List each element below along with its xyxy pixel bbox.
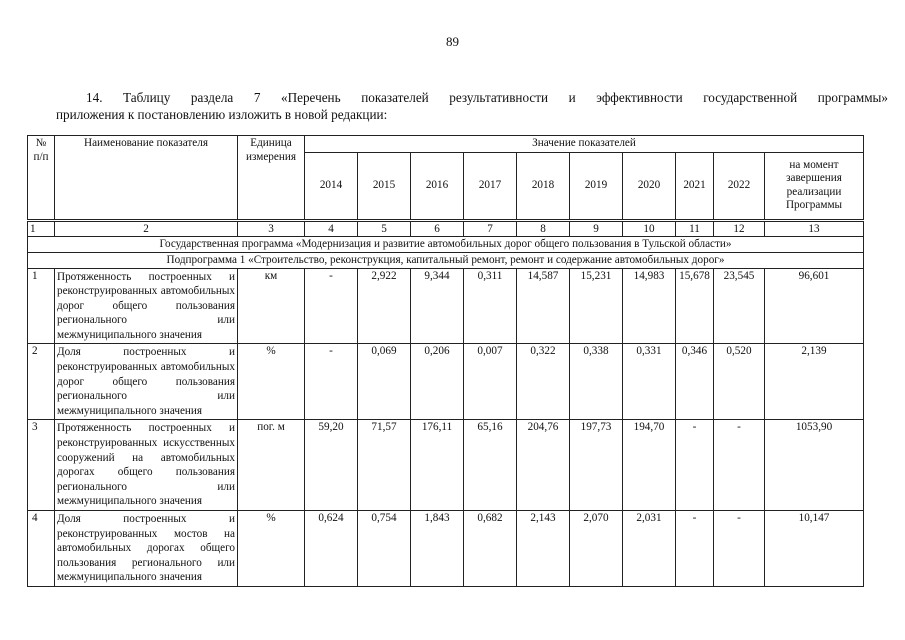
header-year: 2014 xyxy=(305,152,358,220)
value-cell: 2,922 xyxy=(358,268,411,344)
program-title-row xyxy=(28,236,864,252)
header-unit: Единица измерения xyxy=(238,136,305,221)
value-cell: 2,031 xyxy=(623,511,676,587)
final-value: 10,147 xyxy=(765,511,864,587)
indicator-name xyxy=(55,344,238,420)
indicator-name-first: Протяженность построенных и xyxy=(57,270,235,283)
header-values-group: Значение показателей xyxy=(305,136,864,153)
indicator-name xyxy=(55,511,238,587)
table-row xyxy=(28,344,864,420)
column-number: 1 xyxy=(28,220,55,236)
indicator-name-first: Протяженность построенных и xyxy=(57,422,235,435)
table-row xyxy=(28,511,864,587)
final-value: 96,601 xyxy=(765,268,864,344)
header-year: 2020 xyxy=(623,152,676,220)
indicators-table xyxy=(27,135,864,587)
indicator-name xyxy=(55,268,238,344)
column-number: 10 xyxy=(623,220,676,236)
header-name: Наименование показателя xyxy=(55,136,238,221)
header-year: 2021 xyxy=(676,152,714,220)
column-number: 12 xyxy=(714,220,765,236)
header-year: 2015 xyxy=(358,152,411,220)
indicator-name-rest: реконструированных искусственных сооружений на автомобильных дорогах общего пользования регионального или межмуниципального значения xyxy=(57,437,235,508)
program-title: Государственная программа «Модернизация и развитие автомобильных дорог общего пользования в Тульской области» xyxy=(28,236,864,252)
value-cell: 0,311 xyxy=(464,268,517,344)
value-cell: 194,70 xyxy=(623,420,676,511)
column-number: 4 xyxy=(305,220,358,236)
column-number: 5 xyxy=(358,220,411,236)
table-row xyxy=(28,420,864,511)
unit: % xyxy=(238,511,305,587)
header-year: 2019 xyxy=(570,152,623,220)
value-cell: 197,73 xyxy=(570,420,623,511)
value-cell: 0,338 xyxy=(570,344,623,420)
column-number: 7 xyxy=(464,220,517,236)
subprogram-title: Подпрограмма 1 «Строительство, реконструкция, капитальный ремонт, ремонт и содержание автомобильных дорог» xyxy=(28,252,864,268)
unit: % xyxy=(238,344,305,420)
value-cell: 0,624 xyxy=(305,511,358,587)
value-cell: - xyxy=(305,344,358,420)
table-row xyxy=(28,268,864,344)
intro-line-2: приложения к постановлению изложить в новой редакции: xyxy=(56,107,388,122)
value-cell: 176,11 xyxy=(411,420,464,511)
indicator-name-first: Доля построенных и xyxy=(57,346,235,359)
indicator-name xyxy=(55,420,238,511)
value-cell: 0,206 xyxy=(411,344,464,420)
value-cell: 0,007 xyxy=(464,344,517,420)
subprogram-title-row xyxy=(28,252,864,268)
header-num: № п/п xyxy=(28,136,55,221)
indicator-name-rest: реконструированных автомобильных дорог общего пользования регионального или межмуниципального значения xyxy=(57,361,235,417)
value-cell: 0,682 xyxy=(464,511,517,587)
value-cell: 0,346 xyxy=(676,344,714,420)
column-number: 2 xyxy=(55,220,238,236)
row-number: 4 xyxy=(28,511,55,587)
value-cell: 14,983 xyxy=(623,268,676,344)
value-cell: 2,143 xyxy=(517,511,570,587)
indicator-name-first: Доля построенных и xyxy=(57,513,235,525)
value-cell: 65,16 xyxy=(464,420,517,511)
unit: км xyxy=(238,268,305,344)
row-number: 2 xyxy=(28,344,55,420)
unit: пог. м xyxy=(238,420,305,511)
header-year: 2016 xyxy=(411,152,464,220)
value-cell: 0,331 xyxy=(623,344,676,420)
header-year: 2017 xyxy=(464,152,517,220)
column-number: 11 xyxy=(676,220,714,236)
value-cell: 0,520 xyxy=(714,344,765,420)
header-row-1 xyxy=(28,136,864,153)
row-number: 3 xyxy=(28,420,55,511)
value-cell: - xyxy=(676,420,714,511)
value-cell: 1,843 xyxy=(411,511,464,587)
column-numbers-row xyxy=(28,220,864,236)
value-cell: 0,322 xyxy=(517,344,570,420)
value-cell: 59,20 xyxy=(305,420,358,511)
value-cell: - xyxy=(305,268,358,344)
column-number: 6 xyxy=(411,220,464,236)
value-cell: 15,231 xyxy=(570,268,623,344)
intro-line-1: 14. Таблицу раздела 7 «Перечень показателей результативности и эффективности государственной программы» xyxy=(86,90,888,105)
value-cell: - xyxy=(676,511,714,587)
value-cell: 0,069 xyxy=(358,344,411,420)
value-cell: - xyxy=(714,420,765,511)
header-year: 2018 xyxy=(517,152,570,220)
page-number: 89 xyxy=(446,34,459,49)
indicator-name-rest: реконструированных автомобильных дорог общего пользования регионального или межмуниципального значения xyxy=(57,285,235,341)
header-final: на момент завершения реализации Программы xyxy=(765,152,864,220)
final-value: 1053,90 xyxy=(765,420,864,511)
header-year: 2022 xyxy=(714,152,765,220)
indicator-name-rest: реконструированных мостов на автомобильных дорогах общего пользования регионального или межмуниципального значения xyxy=(57,527,235,584)
column-number: 13 xyxy=(765,220,864,236)
value-cell: 2,070 xyxy=(570,511,623,587)
value-cell: 0,754 xyxy=(358,511,411,587)
column-number: 8 xyxy=(517,220,570,236)
value-cell: 9,344 xyxy=(411,268,464,344)
column-number: 3 xyxy=(238,220,305,236)
value-cell: 71,57 xyxy=(358,420,411,511)
row-number: 1 xyxy=(28,268,55,344)
value-cell: 23,545 xyxy=(714,268,765,344)
value-cell: - xyxy=(714,511,765,587)
intro-paragraph xyxy=(56,89,888,123)
value-cell: 15,678 xyxy=(676,268,714,344)
final-value: 2,139 xyxy=(765,344,864,420)
column-number: 9 xyxy=(570,220,623,236)
value-cell: 204,76 xyxy=(517,420,570,511)
value-cell: 14,587 xyxy=(517,268,570,344)
